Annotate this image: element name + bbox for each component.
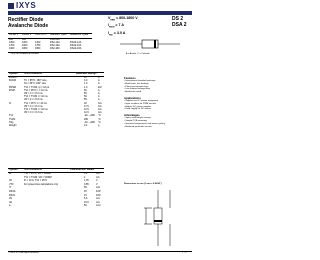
bullet-icon: • [124,99,126,102]
table-cell: 12.5 [84,108,89,111]
table-cell: VR = 0 t = 8.3 ms [24,92,43,95]
table-cell: 12.6 [84,111,89,115]
right-column [124,76,194,128]
table-cell: VF [9,179,13,183]
bullet-icon: • [124,108,126,111]
list-item: • International standard package [124,80,156,82]
table-cell: A²s [98,104,102,108]
table-cell: 10 [84,76,87,79]
table-cell: TA = 45°C; 180° sine [24,82,47,86]
table-cell: 55 [84,186,87,190]
spec-block [108,16,162,38]
list-item: • Battery DC power supplies [124,105,152,108]
spec-ifav: $I_{FAV} = 3.0$ A [108,30,126,37]
table-cell: 0.1 [84,172,88,175]
table-cell: 50 [84,95,87,99]
bullet-icon: • [124,91,126,94]
footer-page: 1 - 2 [182,252,187,254]
table-cell: 0.4 [84,124,88,127]
char-title: Characteristic Values [70,167,95,171]
features-list [124,80,194,94]
table-cell: 18 [84,101,87,105]
table-cell: 10.6 [84,200,89,204]
table-cell: TVJ = TVJM; tp = 10 µs [24,85,50,89]
max-ratings-title: Maximum Ratings [76,71,97,75]
part-number-2: DSA 2 [172,22,187,28]
table-cell: °C [98,117,101,121]
table-cell: IFSM [9,88,15,92]
char-symbol-header: Symbol [9,167,18,171]
bullet-icon: • [124,105,126,108]
max-ratings-symbol-header: Symbol [9,71,18,75]
table-cell: 17.5 [84,104,89,108]
table-cell: 1.0 [84,82,88,86]
title-line-1: Rectifier Diode [8,17,44,23]
type-header-vrrm: VRRM V [22,33,32,36]
max-ratings-cond-header: Test Conditions [24,71,42,75]
table-cell: IFRMS [9,76,17,79]
table-cell: TVJM [9,117,16,121]
table-cell: mA [96,175,100,179]
table-cell: A [98,92,100,95]
table-cell: -40...+180 [84,114,95,118]
spec-vrrm: $V_{RRM} = 800-1800$ V [108,16,138,22]
table-cell: A [98,79,100,83]
table-cell: 60 [84,88,87,92]
diode-package-icon [120,36,180,52]
table-cell: V [96,179,98,183]
applications-title: Applications [124,95,141,100]
list-item: • Simple PCB mounting [124,119,147,122]
table-cell: A²s [98,108,102,111]
table-cell: A [98,88,100,92]
advantages-title: Advantages [124,113,140,118]
table-cell: VR = 0 t = 8.3 ms [24,104,43,108]
dimensions-note: Dimensions in mm (1 mm = 0.0394") [124,183,162,185]
list-item: • Reduced protection circuits [124,125,152,128]
list-item: • Supplies for DC power equipment [124,99,159,102]
list-item: • Axial leads, low leakage [124,82,149,85]
table-cell: kW [98,85,102,89]
footer-copyright: © 2000 IXYS All rights reserved [8,252,39,254]
bullet-icon: • [124,125,126,128]
table-cell: VR = 0 t = 8.3 ms [24,111,43,115]
table-cell: dA [9,200,12,204]
table-cell: dS [9,197,12,201]
package-note: A = Anode, C = Cathode [126,53,150,55]
table-cell: rT [9,186,12,190]
bullet-icon: • [124,102,126,105]
table-cell: TVJ = 25°C; VR = VRRM [24,172,51,175]
table-cell: g [98,124,100,127]
bullet-icon: • [124,122,126,125]
spec-ifavm: $I_{FAVM} = 7$ A [108,23,124,30]
table-cell: 1.35 [84,179,89,183]
table-cell: 15 [84,193,87,197]
advantages-list [124,117,194,128]
table-cell: A [98,82,100,86]
type-header-avalanche: Avalanche Types [70,33,89,36]
table-cell: 180 [84,117,88,121]
table-cell: TVJ [9,114,14,118]
table-cell: TVJ = TVJM t = 10 ms [24,108,48,111]
table-cell: TC = 85°C; 180° sine [24,79,47,83]
table-cell: TVJ = 45°C; t = 10 ms [24,88,48,92]
table-cell: -40...+180 [84,120,95,124]
type-header-vrsm: VRSM V [9,33,19,36]
part-number-1: DS 2 [172,16,184,22]
table-cell: PRSM [9,85,16,89]
table-cell: 5.6 [84,197,88,201]
list-item: • Planar passivated chips [124,85,149,88]
table-cell: TVJ = TVJM; VR = VRRM [24,175,52,179]
table-cell: mm [96,200,100,204]
list-item: • Improved temperature and power cycling [124,122,166,125]
table-cell: 65 [84,92,87,95]
char-cond-header: Test Conditions [24,167,42,171]
table-cell: RthJA [9,190,16,193]
table-cell: mm [96,197,100,201]
table-cell: IFAVM [9,79,16,83]
table-cell: TVJ = TVJM t = 10 ms [24,95,48,99]
table-cell: 45 [84,190,87,193]
table-cell: A [98,95,100,99]
table-cell: V [96,182,98,186]
table-cell: TVJ = 45°C t = 10 ms [24,101,47,105]
table-cell: For power-loss calculations only [24,182,59,186]
header-rule [8,11,192,15]
bullet-icon: • [124,88,126,91]
table-cell: 2 [84,175,86,179]
table-cell: A²s [98,111,102,115]
type-header-standard: Standard Types [50,33,67,36]
table-cell: °C [98,120,101,124]
table-cell: IF = 10 A; TVJ = 25°C [24,179,48,183]
table-cell: mΩ [96,186,100,190]
table-cell: a [9,204,11,208]
bullet-icon: • [124,117,126,120]
table-cell: mA [96,172,100,175]
bullet-icon: • [124,119,126,122]
table-cell: 55 [84,98,87,102]
list-item: • Input rectifiers for PWM inverter [124,102,157,105]
table-cell: 50 [84,204,87,208]
table-cell: Tstg [9,120,14,124]
features-title: Features [124,76,136,80]
bullet-icon: • [124,85,126,88]
table-cell: I²t [9,101,12,105]
table-cell: m/s² [96,204,101,208]
applications-list [124,100,194,111]
table-cell: A²s [98,101,102,105]
table-cell: A [98,76,100,79]
table-cell: IR [9,172,12,175]
table-cell: 1.0 [84,85,88,89]
list-item: • Low forward voltage drop [124,88,150,91]
type-header-vbr: VBR min V [35,33,47,36]
table-cell: K/W [96,193,101,197]
list-item: • Space and weight savings [124,117,151,120]
bullet-icon: • [124,82,126,85]
table-cell: °C [98,114,101,118]
type-footnote: * Only for Avalanche Diodes [9,51,39,55]
table-cell: A [98,98,100,102]
table-cell: Weight [9,124,17,127]
brand-logo: IXYS [16,1,37,10]
table-cell: K/W [96,190,101,193]
table-cell: 0.85 [84,182,89,186]
list-item: • Field supply for DC motors [124,108,152,111]
table-cell: 3.0 [84,79,88,83]
table-cell: VR = 0 t = 8.3 ms [24,98,43,102]
logo-icon [8,3,14,9]
table-cell: VT0 [9,182,14,186]
table-cell: RthJL [9,193,16,197]
title-line-2: Avalanche Diode [8,23,49,29]
bullet-icon: • [124,80,126,82]
list-item: • Avalanche rated [124,91,142,94]
dimension-drawing-icon [138,188,178,248]
